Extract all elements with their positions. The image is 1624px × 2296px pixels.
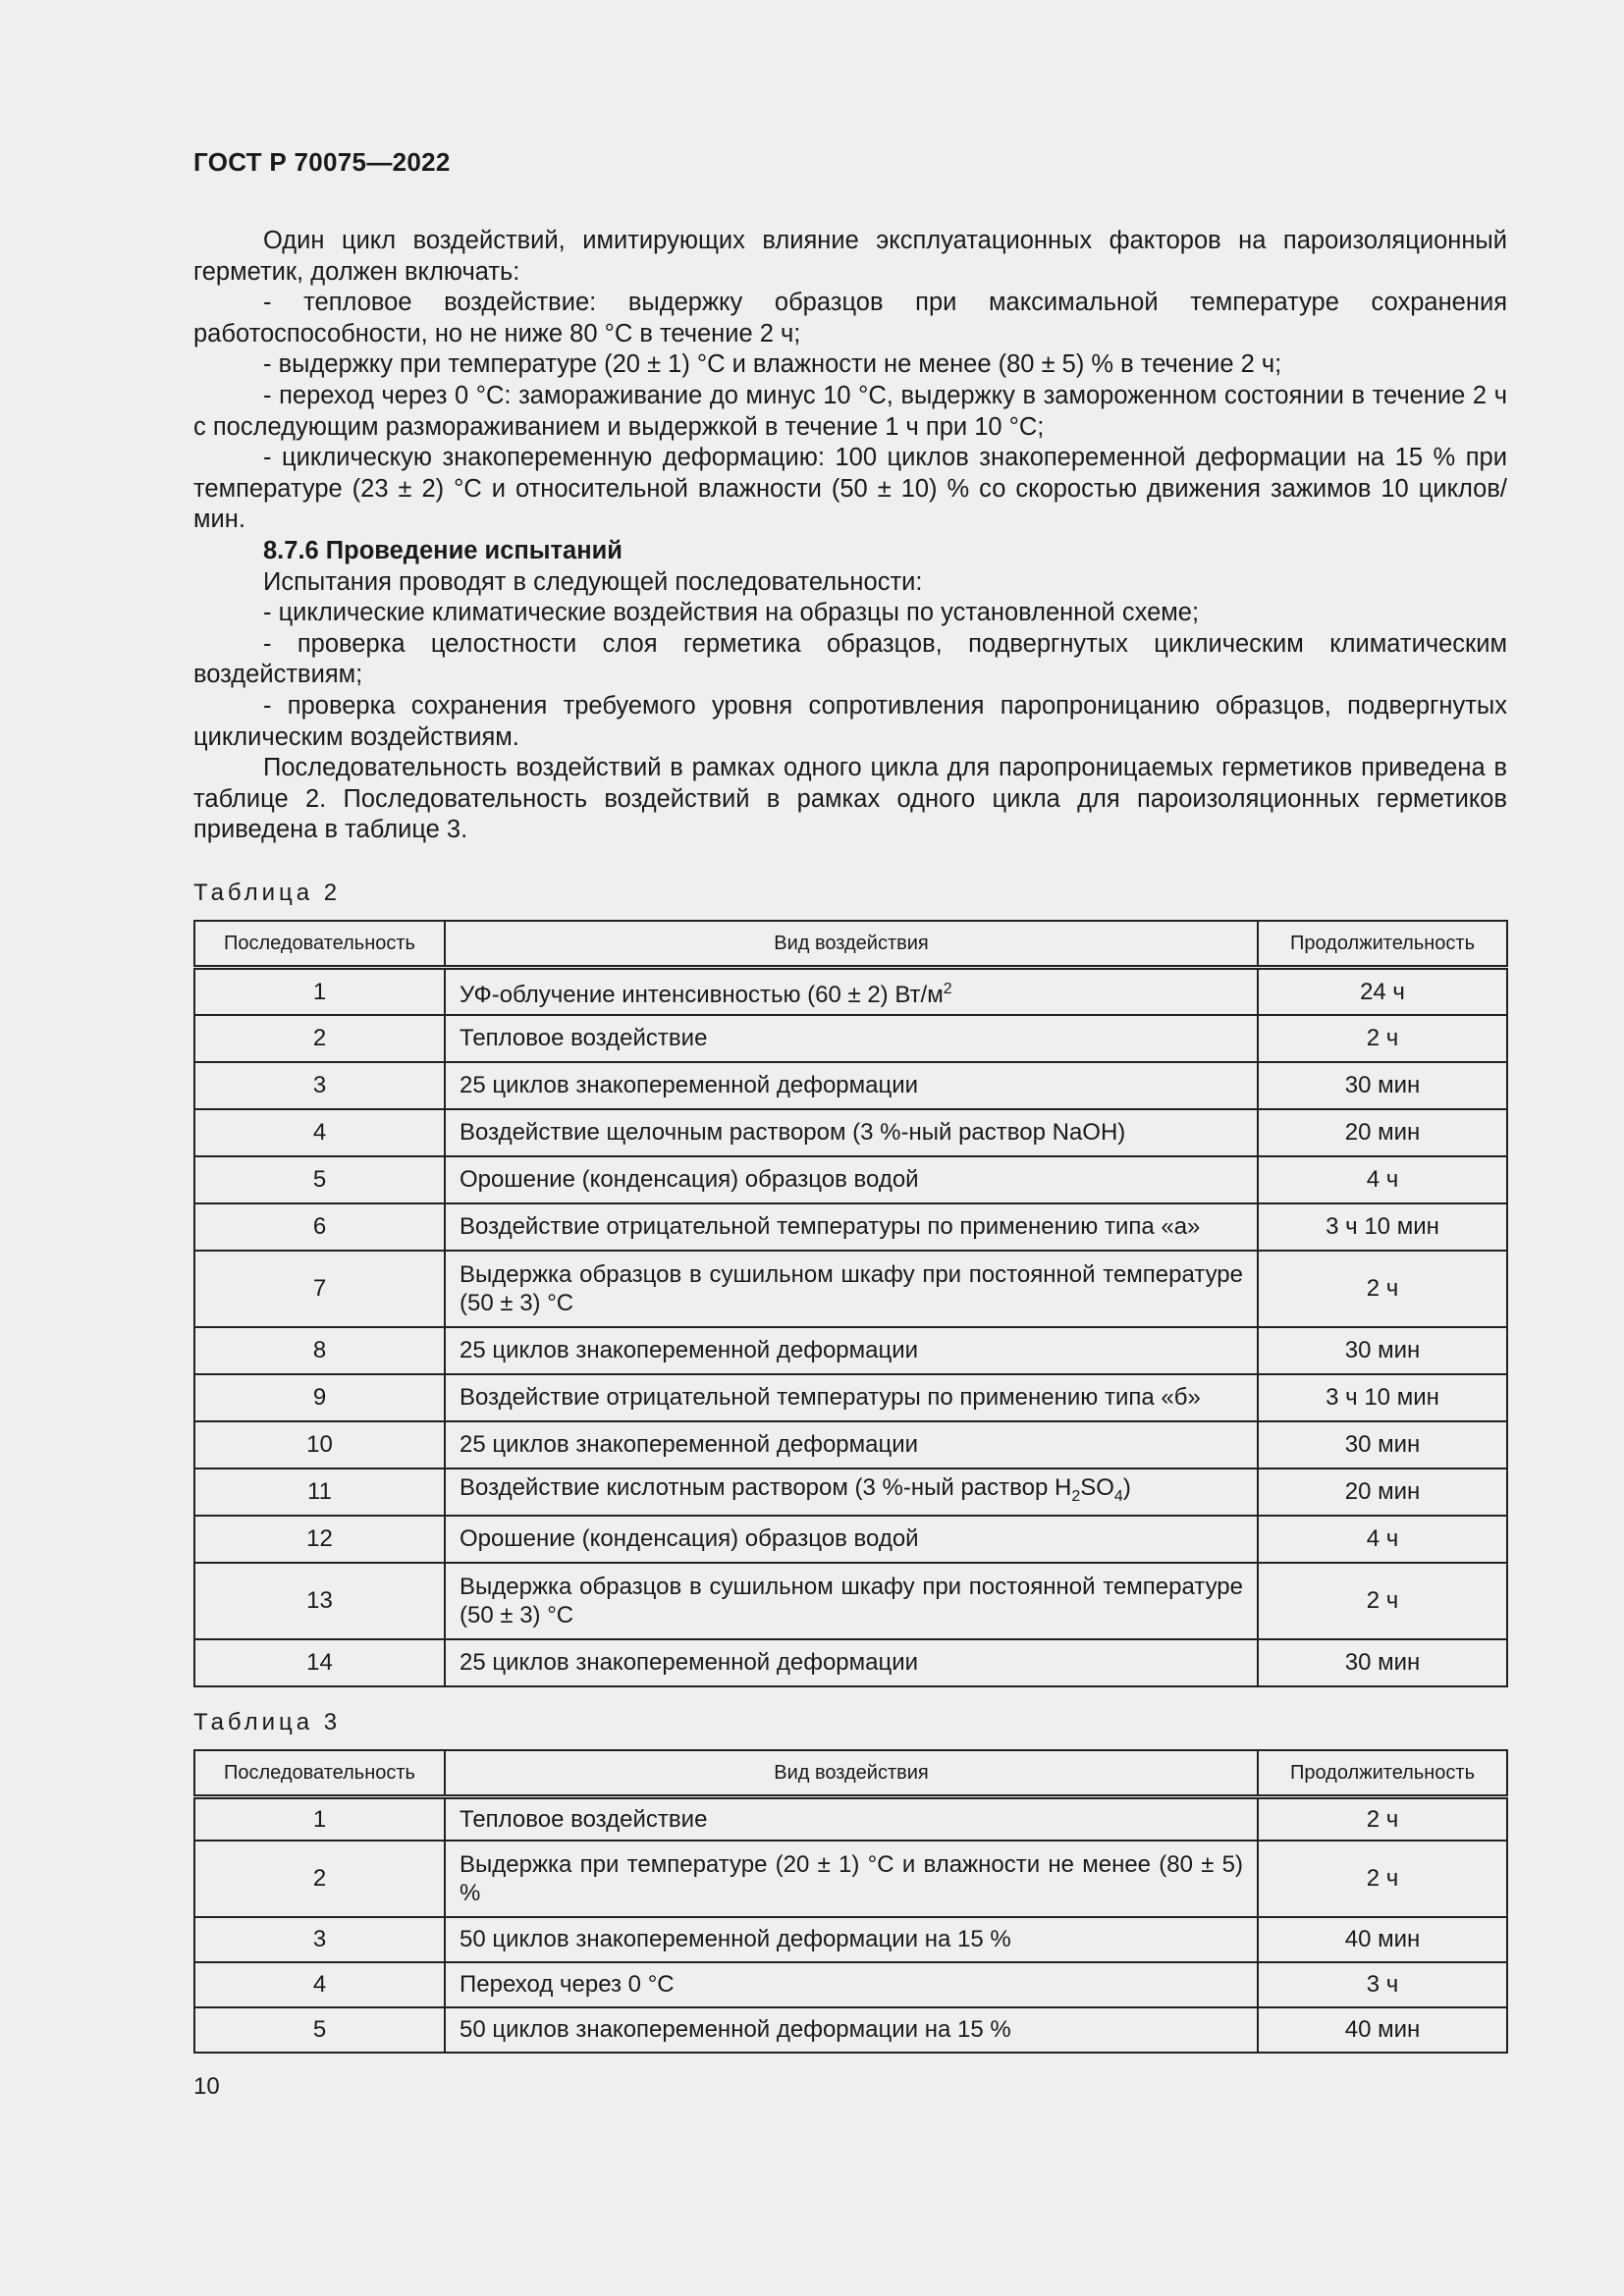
table-row <box>194 1327 1507 1374</box>
section-item: - циклические климатические воздействия на образцы по установленной схеме; <box>263 599 1200 627</box>
column-header: Продолжительность <box>1258 921 1507 968</box>
action-cell: Тепловое воздействие <box>445 1797 1258 1841</box>
duration-cell: 40 мин <box>1258 1917 1507 1962</box>
duration-cell: 20 мин <box>1258 1468 1507 1516</box>
seq-cell: 2 <box>194 1841 445 1917</box>
action-cell: Переход через 0 °С <box>445 1962 1258 2007</box>
table-2-caption: Таблица 2 <box>193 880 342 906</box>
seq-cell: 8 <box>194 1327 445 1374</box>
section-paragraph: Последовательность воздействий в рамках одного цикла для паропроницаемых герметиков приведена в таблице 2. Последовательность воздействий в рамках одного цикла для пароизоляционных герметиков приведена в таблице 3. <box>193 754 1507 844</box>
section-item: - проверка сохранения требуемого уровня сопротивления паропроницанию образцов, подвергнутых циклическим воздействиям. <box>193 691 1507 751</box>
duration-cell: 2 ч <box>1258 1797 1507 1841</box>
seq-cell: 5 <box>194 2007 445 2053</box>
table-row <box>194 1563 1507 1639</box>
table-row <box>194 1251 1507 1327</box>
seq-cell: 11 <box>194 1468 445 1516</box>
action-cell: УФ-облучение интенсивностью (60 ± 2) $Вт/м^2$ <box>445 968 1258 1015</box>
table-row <box>194 1962 1507 2007</box>
seq-cell: 1 <box>194 968 445 1015</box>
table-row <box>194 1374 1507 1421</box>
action-cell: Воздействие отрицательной температуры по применению типа «а» <box>445 1203 1258 1251</box>
table-row <box>194 1841 1507 1917</box>
duration-cell: 20 мин <box>1258 1109 1507 1156</box>
seq-cell: 3 <box>194 1062 445 1109</box>
action-cell: Орошение (конденсация) образцов водой <box>445 1156 1258 1203</box>
action-cell: Тепловое воздействие <box>445 1015 1258 1062</box>
table-row <box>194 1468 1507 1516</box>
seq-cell: 3 <box>194 1917 445 1962</box>
page-number: 10 <box>193 2073 220 2100</box>
table-row <box>194 1109 1507 1156</box>
seq-cell: 13 <box>194 1563 445 1639</box>
action-cell: Выдержка образцов в сушильном шкафу при постоянной температуре (50 ± 3) °С <box>445 1251 1258 1327</box>
intro-item: - тепловое воздействие: выдержку образцов при максимальной температуре сохранения работоспособности, но не ниже 80 °С в течение 2 ч; <box>193 289 1507 347</box>
table-row <box>194 2007 1507 2053</box>
seq-cell: 4 <box>194 1109 445 1156</box>
intro-paragraph: Один цикл воздействий, имитирующих влияние эксплуатационных факторов на пароизоляционный герметик, должен включать: <box>193 227 1507 286</box>
action-cell: Воздействие отрицательной температуры по применению типа «б» <box>445 1374 1258 1421</box>
column-header: Последовательность <box>194 1750 445 1797</box>
action-cell: 25 циклов знакопеременной деформации <box>445 1327 1258 1374</box>
seq-cell: 5 <box>194 1156 445 1203</box>
seq-cell: 1 <box>194 1797 445 1841</box>
duration-cell: 30 мин <box>1258 1639 1507 1686</box>
table-row <box>194 1639 1507 1686</box>
duration-cell: 3 ч <box>1258 1962 1507 2007</box>
body-text <box>193 226 1507 846</box>
section-heading: 8.7.6 Проведение испытаний <box>263 536 623 564</box>
duration-cell: 3 ч 10 мин <box>1258 1374 1507 1421</box>
column-header: Вид воздействия <box>445 921 1258 968</box>
table-row <box>194 1156 1507 1203</box>
duration-cell: 2 ч <box>1258 1841 1507 1917</box>
seq-cell: 9 <box>194 1374 445 1421</box>
seq-cell: 10 <box>194 1421 445 1468</box>
duration-cell: 3 ч 10 мин <box>1258 1203 1507 1251</box>
table-row <box>194 1797 1507 1841</box>
action-cell: Выдержка при температуре (20 ± 1) °С и влажности не менее (80 ± 5) % <box>445 1841 1258 1917</box>
duration-cell: 30 мин <box>1258 1327 1507 1374</box>
action-cell: 50 циклов знакопеременной деформации на 15 % <box>445 2007 1258 2053</box>
table-3-caption: Таблица 3 <box>193 1709 342 1735</box>
table-2 <box>193 920 1508 1687</box>
duration-cell: 2 ч <box>1258 1563 1507 1639</box>
table-row <box>194 1917 1507 1962</box>
seq-cell: 6 <box>194 1203 445 1251</box>
duration-cell: 30 мин <box>1258 1421 1507 1468</box>
action-cell: 25 циклов знакопеременной деформации <box>445 1639 1258 1686</box>
action-cell: Воздействие щелочным раствором (3 %-ный раствор NaOH) <box>445 1109 1258 1156</box>
action-cell: 50 циклов знакопеременной деформации на 15 % <box>445 1917 1258 1962</box>
action-cell: Выдержка образцов в сушильном шкафу при постоянной температуре (50 ± 3) °С <box>445 1563 1258 1639</box>
seq-cell: 14 <box>194 1639 445 1686</box>
table-header-row <box>194 921 1507 968</box>
table-row <box>194 1015 1507 1062</box>
intro-item: - выдержку при температуре (20 ± 1) °С и влажности не менее (80 ± 5) % в течение 2 ч; <box>263 350 1282 379</box>
duration-cell: 40 мин <box>1258 2007 1507 2053</box>
duration-cell: 24 ч <box>1258 968 1507 1015</box>
table-row <box>194 1421 1507 1468</box>
table-header-row <box>194 1750 1507 1797</box>
action-cell: Орошение (конденсация) образцов водой <box>445 1516 1258 1563</box>
column-header: Продолжительность <box>1258 1750 1507 1797</box>
column-header: Вид воздействия <box>445 1750 1258 1797</box>
table-row <box>194 1062 1507 1109</box>
action-cell: 25 циклов знакопеременной деформации <box>445 1421 1258 1468</box>
action-cell: Воздействие кислотным раствором (3 %-ный раствор $H_2SO_4$) <box>445 1468 1258 1516</box>
duration-cell: 4 ч <box>1258 1516 1507 1563</box>
duration-cell: 2 ч <box>1258 1251 1507 1327</box>
column-header: Последовательность <box>194 921 445 968</box>
table-3 <box>193 1749 1508 2054</box>
duration-cell: 4 ч <box>1258 1156 1507 1203</box>
section-item: - проверка целостности слоя герметика образцов, подвергнутых циклическим климатическим воздействиям; <box>193 629 1507 689</box>
intro-item: - циклическую знакопеременную деформацию: 100 циклов знакопеременной деформации на 15 % при температуре (23 ± 2) °С и относительной влажности (50 ± 10) % со скоростью движения зажимов 10 циклов/мин. <box>193 444 1507 534</box>
duration-cell: 30 мин <box>1258 1062 1507 1109</box>
seq-cell: 2 <box>194 1015 445 1062</box>
seq-cell: 12 <box>194 1516 445 1563</box>
document-code: ГОСТ Р 70075—2022 <box>193 147 451 177</box>
duration-cell: 2 ч <box>1258 1015 1507 1062</box>
action-cell: 25 циклов знакопеременной деформации <box>445 1062 1258 1109</box>
section-paragraph: Испытания проводят в следующей последовательности: <box>263 567 923 596</box>
seq-cell: 4 <box>194 1962 445 2007</box>
table-row <box>194 968 1507 1015</box>
table-row <box>194 1203 1507 1251</box>
intro-item: - переход через 0 °С: замораживание до минус 10 °С, выдержку в замороженном состоянии в течение 2 ч с последующим размораживанием и выдержкой в течение 1 ч при 10 °С; <box>193 381 1507 441</box>
seq-cell: 7 <box>194 1251 445 1327</box>
table-row <box>194 1516 1507 1563</box>
